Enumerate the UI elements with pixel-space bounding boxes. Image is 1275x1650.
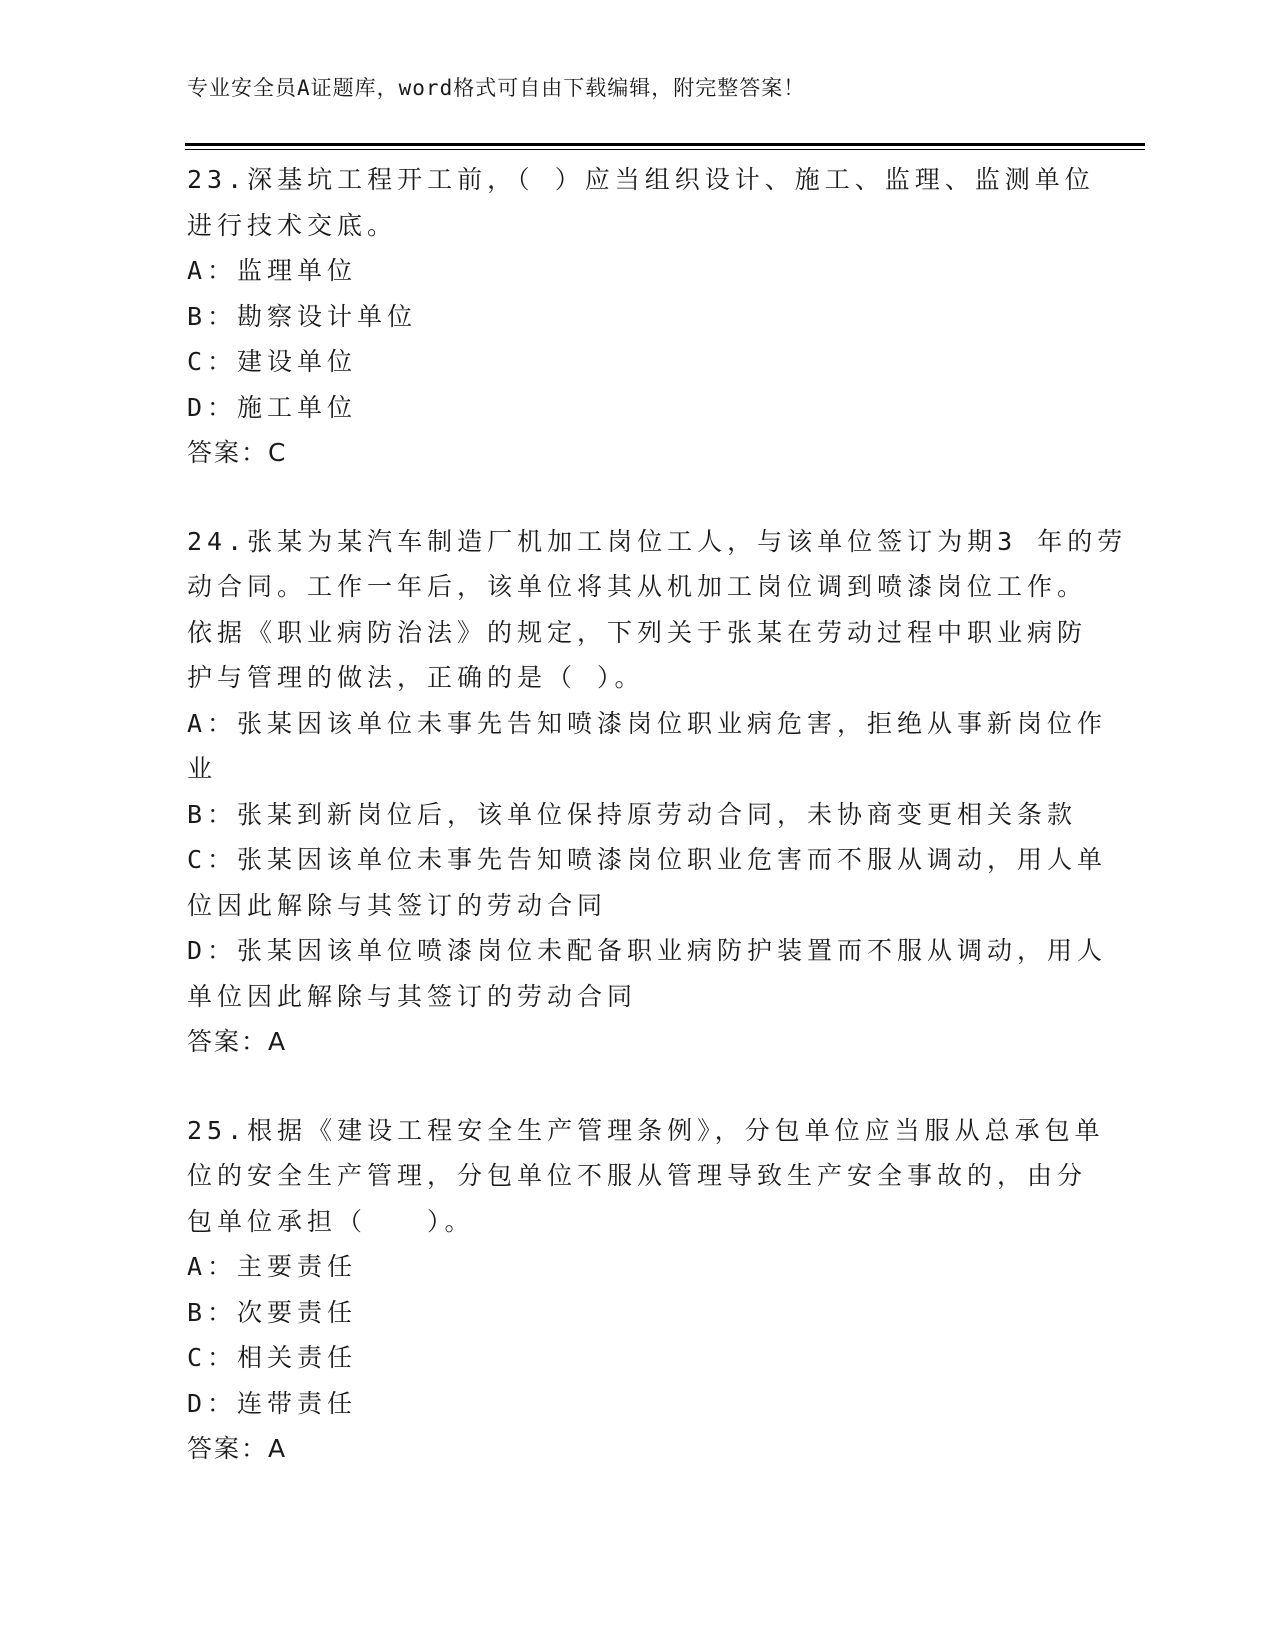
page-header: 专业安全员A证题库，word格式可自由下载编辑，附完整答案！ [187,76,806,100]
question-stem-line: 动合同。工作一年后，该单位将其从机加工岗位调到喷漆岗位工作。 [187,572,1088,601]
option-c: C：张某因该单位未事先告知喷漆岗位职业危害而不服从调动，用人单 [187,845,1108,874]
answer-label: 答案：A [187,1434,288,1463]
option-b: B：勘察设计单位 [187,301,418,331]
option-a: A：主要责任 [187,1252,358,1281]
question-stem-line: 护与管理的做法，正确的是（ ）。 [187,663,645,692]
question-stem-line: 25.根据《建设工程安全生产管理条例》，分包单位应当服从总承包单 [187,1115,1105,1145]
option-a-continued: 业 [187,754,218,783]
answer-label: 答案：C [187,438,288,467]
header-rule-thin [185,149,1145,150]
question-stem-line: 包单位承担（ ）。 [187,1206,475,1236]
option-c: C：建设单位 [187,347,358,376]
question-24 [187,519,1128,1065]
question-stem-line: 位的安全生产管理，分包单位不服从管理导致生产安全事故的，由分 [187,1161,1088,1190]
option-d-continued: 单位因此解除与其签订的劳动合同 [187,981,638,1011]
question-list [187,157,1128,1472]
option-c-continued: 位因此解除与其签订的劳动合同 [187,890,608,920]
option-b: B：次要责任 [187,1297,358,1327]
option-c: C：相关责任 [187,1343,358,1372]
header-rule-thick [185,143,1145,146]
option-a: A：张某因该单位未事先告知喷漆岗位职业病危害，拒绝从事新岗位作 [187,708,1108,738]
option-d: D：连带责任 [187,1388,358,1418]
question-stem-line: 23.深基坑工程开工前，（ ）应当组织设计、施工、监理、监测单位 [187,165,1095,194]
question-stem-line: 依据《职业病防治法》的规定，下列关于张某在劳动过程中职业病防 [187,617,1088,647]
question-23 [187,157,1095,476]
option-b: B：张某到新岗位后，该单位保持原劳动合同，未协商变更相关条款 [187,799,1078,829]
option-a: A：监理单位 [187,256,358,285]
option-d: D：张某因该单位喷漆岗位未配备职业病防护装置而不服从调动，用人 [187,936,1108,965]
question-stem-line: 进行技术交底。 [187,210,398,240]
answer-label: 答案：A [187,1027,288,1056]
question-stem-line: 24.张某为某汽车制造厂机加工岗位工人，与该单位签订为期3 年的劳 [187,526,1128,556]
question-25 [187,1108,1105,1472]
option-d: D：施工单位 [187,392,358,422]
